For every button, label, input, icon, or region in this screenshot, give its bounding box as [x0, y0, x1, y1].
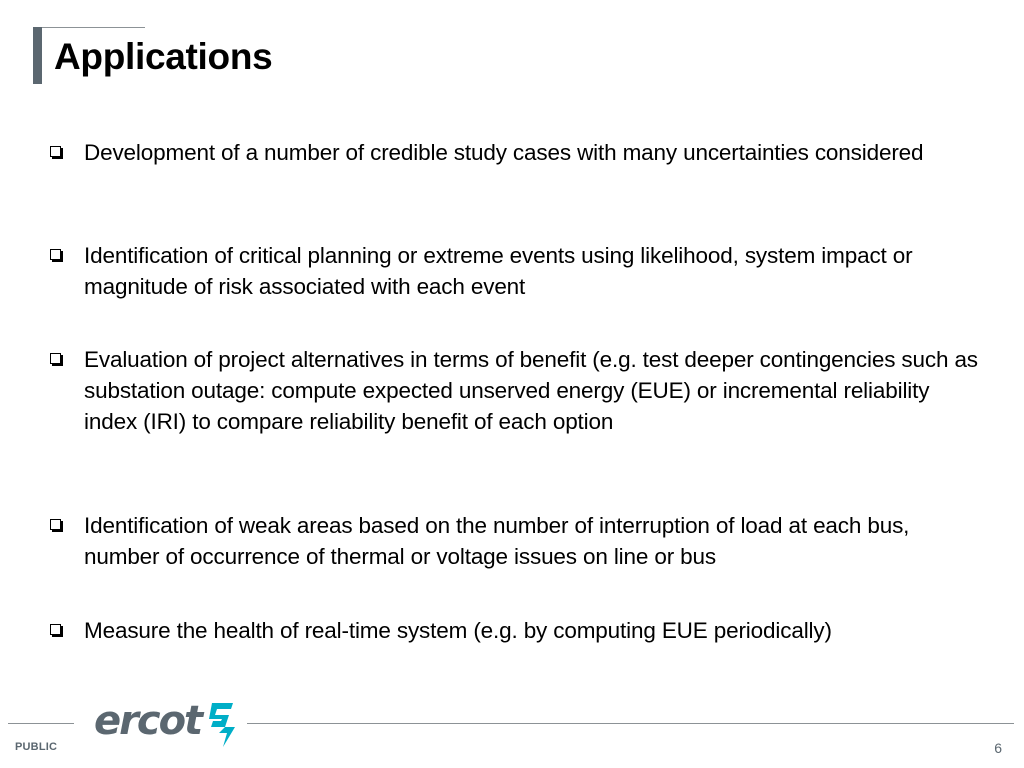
- bullet-item: [48, 240, 988, 302]
- checkbox-bullet-icon: [50, 519, 61, 530]
- page-number: 6: [994, 740, 1002, 756]
- classification-label: PUBLIC: [15, 741, 58, 753]
- bullet-item: [48, 137, 988, 168]
- bullet-text: Measure the health of real-time system (e.g. by computing EUE periodically): [84, 618, 832, 643]
- bullet-text: Identification of weak areas based on the number of interruption of load at each bus, number of occurrence of thermal or voltage issues on line or bus: [84, 513, 910, 569]
- logo-wordmark: ercot: [94, 698, 202, 744]
- checkbox-bullet-icon: [50, 146, 61, 157]
- bullet-item: [48, 615, 988, 646]
- checkbox-bullet-icon: [50, 353, 61, 364]
- title-accent-bar: [33, 27, 42, 84]
- bullet-text: Development of a number of credible study cases with many uncertainties considered: [84, 140, 924, 165]
- footer-rule-right: [247, 723, 1014, 724]
- title-top-rule: [33, 27, 145, 28]
- checkbox-bullet-icon: [50, 249, 61, 260]
- bullet-item: [48, 344, 988, 437]
- bullet-text: Identification of critical planning or extreme events using likelihood, system impact or magnitude of risk associated with each event: [84, 243, 913, 299]
- checkbox-bullet-icon: [50, 624, 61, 635]
- bullet-item: [48, 510, 988, 572]
- bullet-text: Evaluation of project alternatives in terms of benefit (e.g. test deeper contingencies such as substation outage: compute expected unserved energy (EUE) or incremental reliability index (IRI) to compare reliability benefit of each option: [84, 347, 978, 434]
- ercot-texas-lightning-icon: [203, 699, 239, 754]
- ercot-logo: [94, 697, 239, 753]
- slide-title: Applications: [54, 36, 273, 77]
- footer-rule-left: [8, 723, 74, 724]
